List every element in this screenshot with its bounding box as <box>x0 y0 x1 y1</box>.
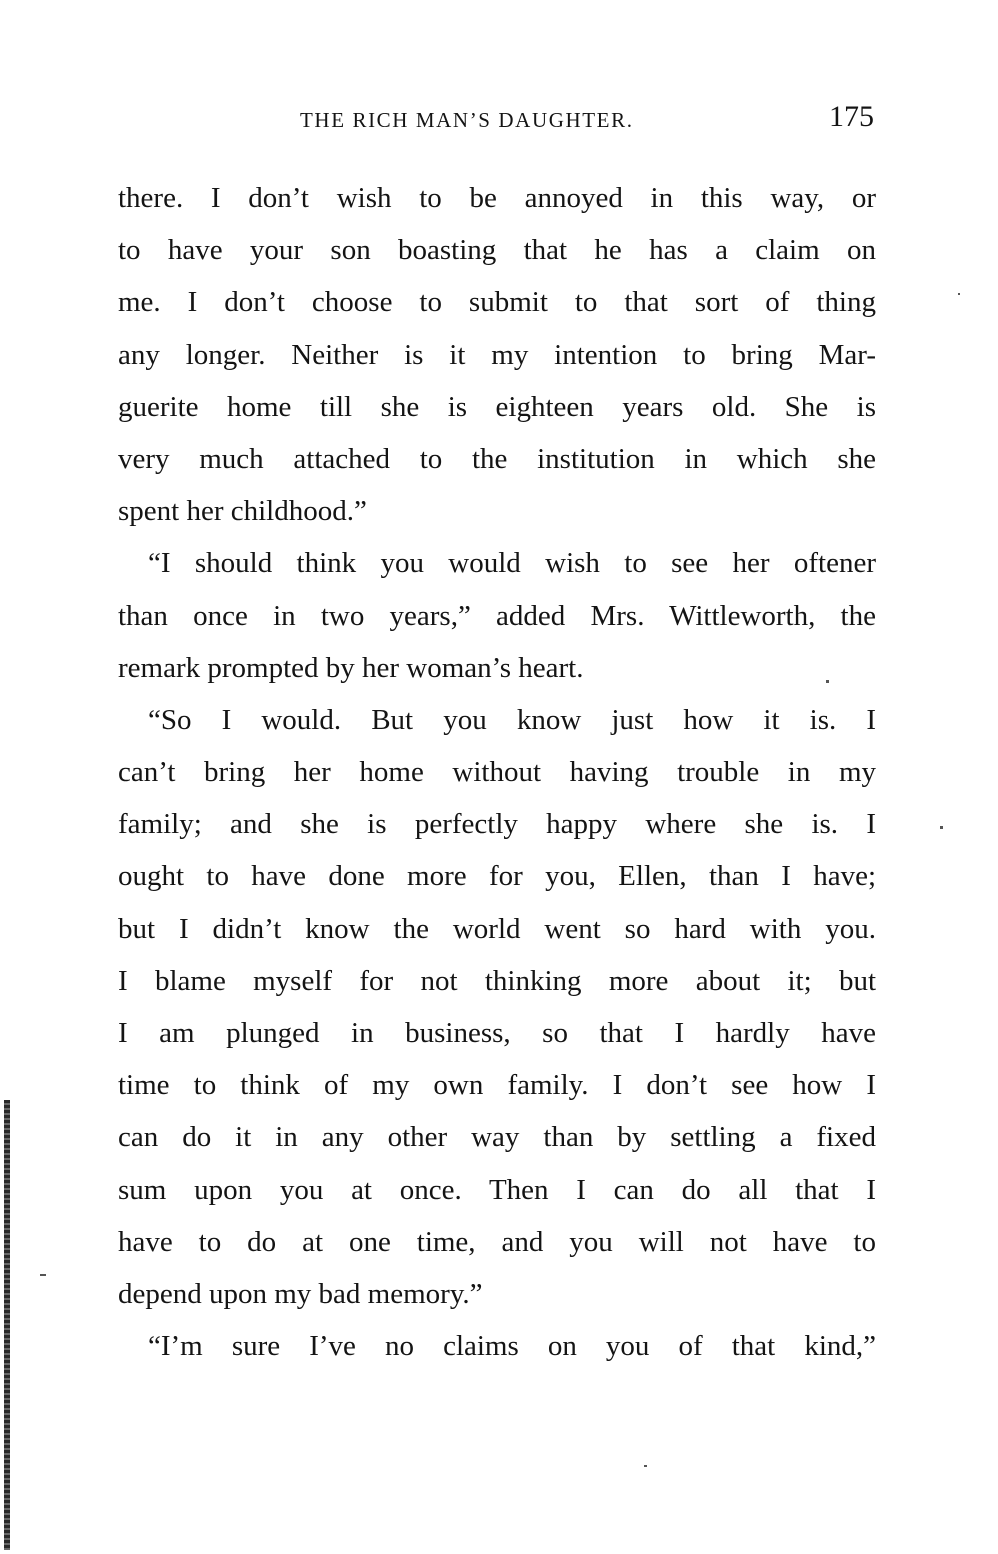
scan-speck <box>40 1274 46 1276</box>
text-line: I blame myself for not thinking more about it; but <box>118 964 876 997</box>
text-line: very much attached to the institution in which she <box>118 442 876 475</box>
text-line: can’t bring her home without having trouble in my <box>118 756 876 789</box>
text-line: depend upon my bad memory.” <box>118 1277 483 1310</box>
text-line: than once in two years,” added Mrs. Wittleworth, the <box>118 599 876 632</box>
text-line: ought to have done more for you, Ellen, than I have; <box>118 860 876 893</box>
text-line: spent her childhood.” <box>118 495 367 528</box>
scan-speck <box>826 680 829 683</box>
text-line: I am plunged in business, so that I hardly have <box>118 1017 876 1049</box>
text-line: me. I don’t choose to submit to that sort of thing <box>118 286 876 319</box>
scan-speck <box>940 826 943 829</box>
text-line: but I didn’t know the world went so hard with you. <box>118 912 876 945</box>
text-line: family; and she is perfectly happy where she is. I <box>118 808 876 841</box>
text-line: there. I don’t wish to be annoyed in this way, or <box>118 182 876 214</box>
text-line: “So I would. But you know just how it is. I <box>148 703 876 736</box>
scan-speck <box>644 1465 647 1467</box>
body-text <box>118 172 876 1372</box>
text-line: any longer. Neither is it my intention to bring Mar- <box>118 338 876 371</box>
text-line: to have your son boasting that he has a claim on <box>118 234 876 267</box>
page-number: 175 <box>829 100 874 133</box>
text-line: can do it in any other way than by settling a fixed <box>118 1121 876 1154</box>
text-line: have to do at one time, and you will not have to <box>118 1225 876 1258</box>
text-line: “I’m sure I’ve no claims on you of that kind,” <box>148 1330 876 1363</box>
text-line: “I should think you would wish to see her oftener <box>148 547 876 580</box>
running-title: THE RICH MAN’S DAUGHTER. <box>300 108 634 132</box>
text-line: remark prompted by her woman’s heart. <box>118 651 584 684</box>
text-line: time to think of my own family. I don’t see how I <box>118 1069 876 1102</box>
text-line: guerite home till she is eighteen years old. She is <box>118 390 876 423</box>
text-line: sum upon you at once. Then I can do all that I <box>118 1173 876 1206</box>
scan-speck <box>958 293 960 295</box>
binding-edge <box>4 1100 10 1550</box>
running-head <box>118 100 876 140</box>
